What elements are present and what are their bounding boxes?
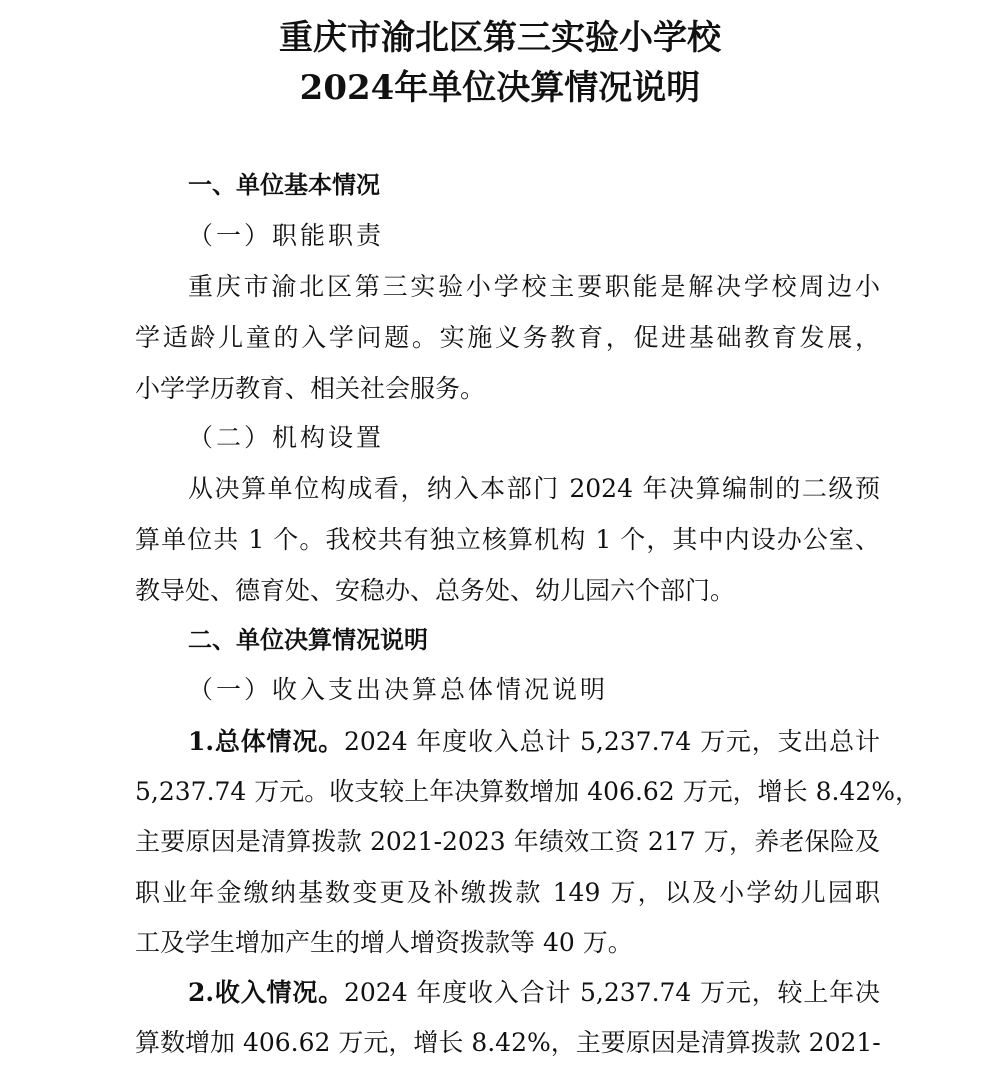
paragraph-line: 主要原因是清算拨款 2021-2023 年绩效工资 217 万，养老保险及 <box>135 827 880 856</box>
document-title-line2: 2024年单位决算情况说明 <box>299 68 701 108</box>
paragraph-line: 重庆市渝北区第三实验小学校主要职能是解决学校周边小 <box>188 272 880 301</box>
section1-sub2-heading: （二）机构设置 <box>188 423 385 452</box>
paragraph-line: 学适龄儿童的入学问题。实施义务教育，促进基础教育发展， <box>135 323 880 352</box>
section2-heading: 二、单位决算情况说明 <box>188 626 428 654</box>
paragraph-line: 职业年金缴纳基数变更及补缴拨款 149 万，以及小学幼儿园职 <box>135 878 880 907</box>
document-title-line1: 重庆市渝北区第三实验小学校 <box>279 18 721 58</box>
paragraph-line: 教导处、德育处、安稳办、总务处、幼儿园六个部门。 <box>135 576 736 605</box>
paragraph-line: 5,237.74 万元。收支较上年决算数增加 406.62 万元，增长 8.42%， <box>135 777 921 806</box>
paragraph-line <box>188 976 880 1010</box>
paragraph-line <box>188 725 880 759</box>
section2-sub1-heading: （一）收入支出决算总体情况说明 <box>188 675 609 704</box>
section1-sub1-heading: （一）职能职责 <box>188 221 385 250</box>
paragraph-line: 算数增加 406.62 万元，增长 8.42%，主要原因是清算拨款 2021- <box>135 1028 881 1057</box>
item2-lead: 2.收入情况。 <box>188 978 344 1007</box>
item1-first-line-rest: 2024 年度收入总计 5,237.74 万元，支出总计 <box>343 727 880 756</box>
paragraph-line: 算单位共 1 个。我校共有独立核算机构 1 个，其中内设办公室、 <box>135 525 880 554</box>
section1-heading: 一、单位基本情况 <box>188 171 380 199</box>
item1-lead: 1.总体情况。 <box>188 727 344 756</box>
paragraph-line: 从决算单位构成看，纳入本部门 2024 年决算编制的二级预 <box>188 474 880 503</box>
item2-first-line-rest: 2024 年度收入合计 5,237.74 万元，较上年决 <box>343 978 880 1007</box>
paragraph-line: 小学学历教育、相关社会服务。 <box>135 374 486 403</box>
paragraph-line: 工及学生增加产生的增人增资拨款等 40 万。 <box>135 928 633 957</box>
